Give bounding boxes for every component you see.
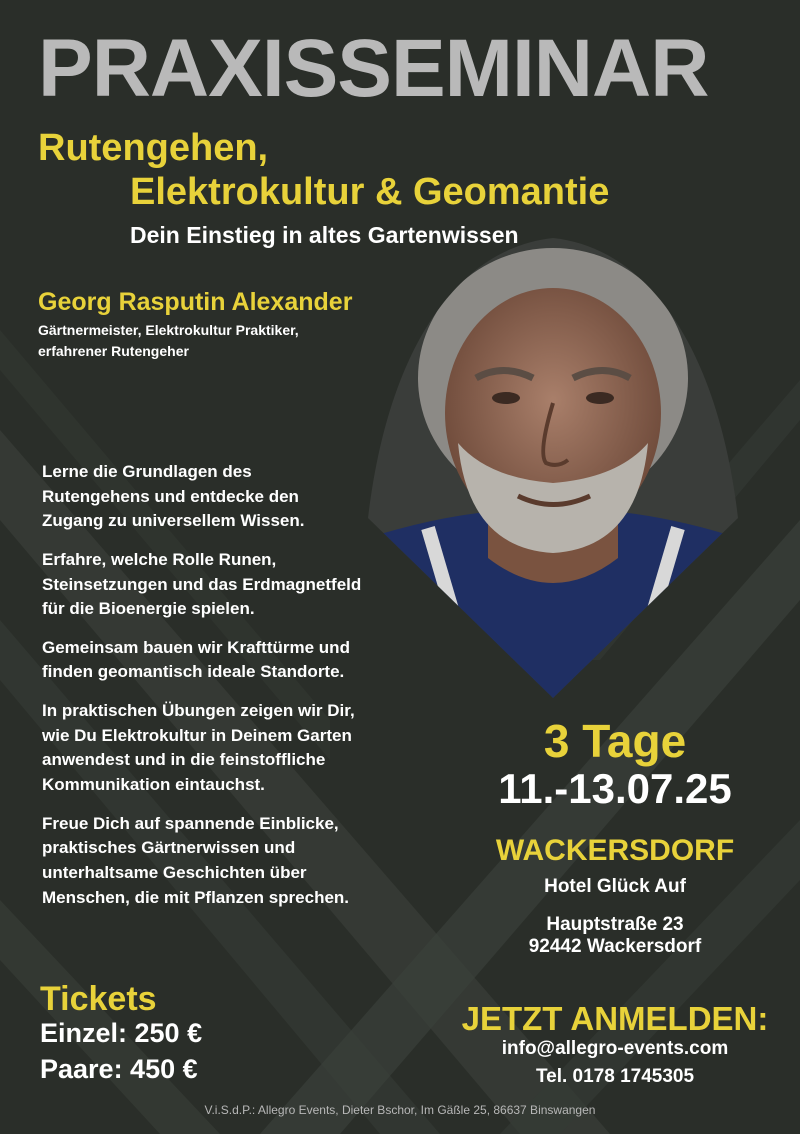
description-line: unterhaltsame Geschichten über [42,862,307,882]
event-city: WACKERSDORF [495,834,735,867]
subtitle-line-2: Elektrokultur & Geomantie [130,171,610,213]
event-zip-city: 92442 Wackersdorf [528,935,702,957]
event-dates: 11.-13.07.25 [498,765,732,812]
description-line: Lerne die Grundlagen des [42,462,252,481]
description-line: Menschen, die mit Pflanzen sprechen. [42,887,350,907]
event-address [430,914,800,958]
registration-cta: JETZT ANMELDEN: [461,1000,769,1037]
description-line: praktisches Gärtnerwissen und [42,838,296,858]
seminar-description [42,460,402,924]
speaker-description [38,320,338,362]
event-street: Hauptstraße 23 [546,914,684,935]
description-line: Freue Dich auf spannende Einblicke, [42,813,339,833]
tickets-heading: Tickets [40,980,157,1018]
subtitle-line-1: Rutengehen, [38,127,269,169]
description-paragraph [42,812,402,911]
description-line: Kommunikation eintauchst. [42,775,265,795]
description-line: In praktischen Übungen zeigen wir Dir, [42,701,355,721]
tagline: Dein Einstieg in altes Gartenwissen [130,222,519,248]
speaker-name: Georg Rasputin Alexander [38,288,353,316]
description-line: Erfahre, welche Rolle Runen, [42,549,277,569]
speaker-desc-line: Gärtnermeister, Elektrokultur Praktiker, [38,322,299,338]
description-line: Gemeinsam bauen wir Krafttürme und [42,637,350,657]
description-line: Steinsetzungen und das Erdmagnetfeld [42,574,362,594]
ticket-couples-price: Paare: 450 € [40,1054,198,1084]
event-duration: 3 Tage [543,715,687,767]
description-line: Zugang zu universellem Wissen. [42,511,305,531]
event-hotel: Hotel Glück Auf [544,876,686,897]
speaker-portrait [368,228,738,698]
description-line: wie Du Elektrokultur in Deinem Garten [42,725,352,745]
description-line: finden geomantisch ideale Standorte. [42,662,345,682]
description-line: für die Bioenergie spielen. [42,599,255,619]
registration-email[interactable]: info@allegro-events.com [501,1038,729,1059]
description-line: anwendest und in die feinstoffliche [42,750,326,770]
registration-phone[interactable]: Tel. 0178 1745305 [535,1066,695,1087]
ticket-single-price: Einzel: 250 € [40,1018,203,1048]
speaker-desc-line: erfahrener Rutengeher [38,343,189,359]
description-paragraph [42,699,402,798]
imprint-footer: V.i.S.d.P.: Allegro Events, Dieter Bschor, Im Gäßle 25, 86637 Binswangen [204,1103,596,1117]
description-paragraph [42,460,402,534]
description-line: Rutengehens und entdecke den [42,486,299,506]
description-paragraph [42,636,402,685]
description-paragraph [42,548,402,622]
page-title: PRAXISSEMINAR [38,23,709,114]
